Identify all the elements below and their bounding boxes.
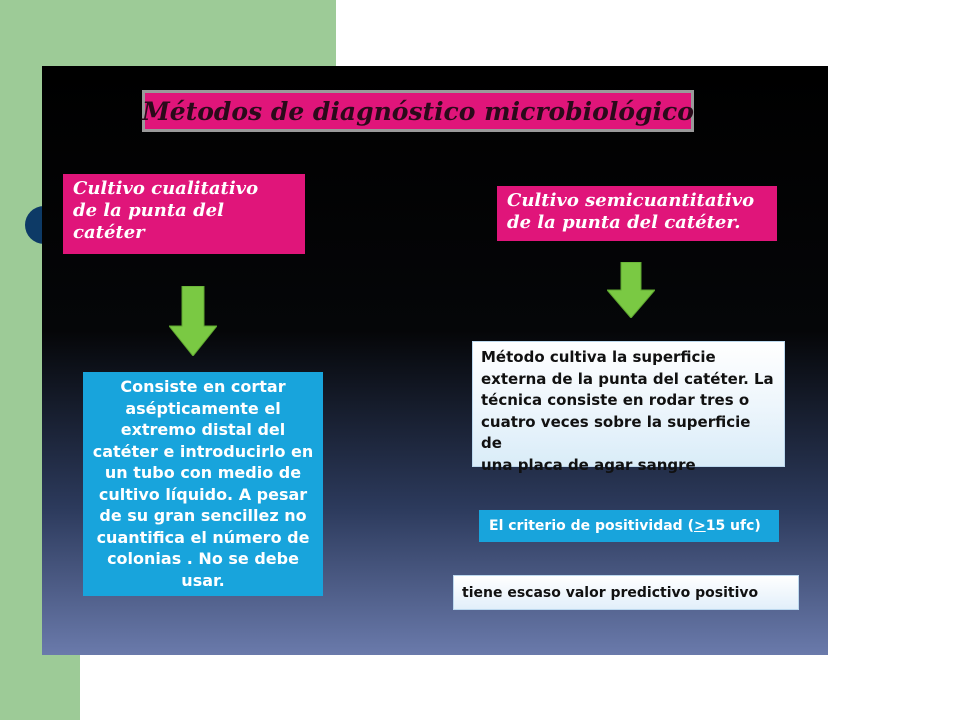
slide-title: Métodos de diagnóstico microbiológico bbox=[142, 96, 694, 126]
right-method-header bbox=[497, 186, 777, 241]
title-banner bbox=[142, 90, 694, 132]
description-line: Método cultiva la superficie bbox=[481, 348, 716, 366]
description-line: asépticamente el bbox=[125, 398, 281, 418]
criterion-greater-symbol: > bbox=[693, 518, 706, 534]
description-line: cuantifica el número de bbox=[96, 527, 310, 547]
description-line: extremo distal del bbox=[120, 420, 286, 439]
description-line: una placa de agar sangre bbox=[481, 455, 696, 474]
left-header-line: de la punta del bbox=[73, 200, 224, 221]
left-header-line: Cultivo cualitativo bbox=[73, 178, 259, 199]
description-line: técnica consiste en rodar tres o bbox=[481, 391, 750, 409]
right-header-line: Cultivo semicuantitativo bbox=[507, 190, 755, 211]
left-method-header bbox=[63, 174, 305, 254]
slide-image bbox=[42, 66, 828, 655]
down-arrow-icon bbox=[607, 262, 655, 318]
right-header-line: de la punta del catéter. bbox=[507, 212, 741, 233]
criterion-suffix: 15 ufc) bbox=[705, 518, 761, 534]
description-line: cuatro veces sobre la superficie de bbox=[481, 412, 751, 452]
description-line: externa de la punta del catéter. La bbox=[481, 369, 774, 388]
description-line: Consiste en cortar bbox=[120, 377, 286, 396]
left-method-description bbox=[83, 372, 323, 596]
predictive-value-note bbox=[453, 575, 799, 610]
left-header-line: catéter bbox=[73, 222, 145, 243]
description-line: colonias . No se debe usar. bbox=[107, 549, 299, 590]
down-arrow-icon bbox=[169, 286, 217, 356]
description-line: cultivo líquido. A pesar bbox=[98, 484, 308, 504]
criterion-prefix: El criterio de positividad ( bbox=[489, 518, 694, 534]
description-line: un tubo con medio de bbox=[104, 463, 302, 482]
description-line: catéter e introducirlo en bbox=[92, 441, 314, 461]
predictive-value-text: tiene escaso valor predictivo positivo bbox=[462, 585, 759, 601]
description-line: de su gran sencillez no bbox=[99, 506, 307, 525]
positivity-criterion bbox=[479, 510, 779, 542]
right-method-description bbox=[472, 341, 785, 474]
